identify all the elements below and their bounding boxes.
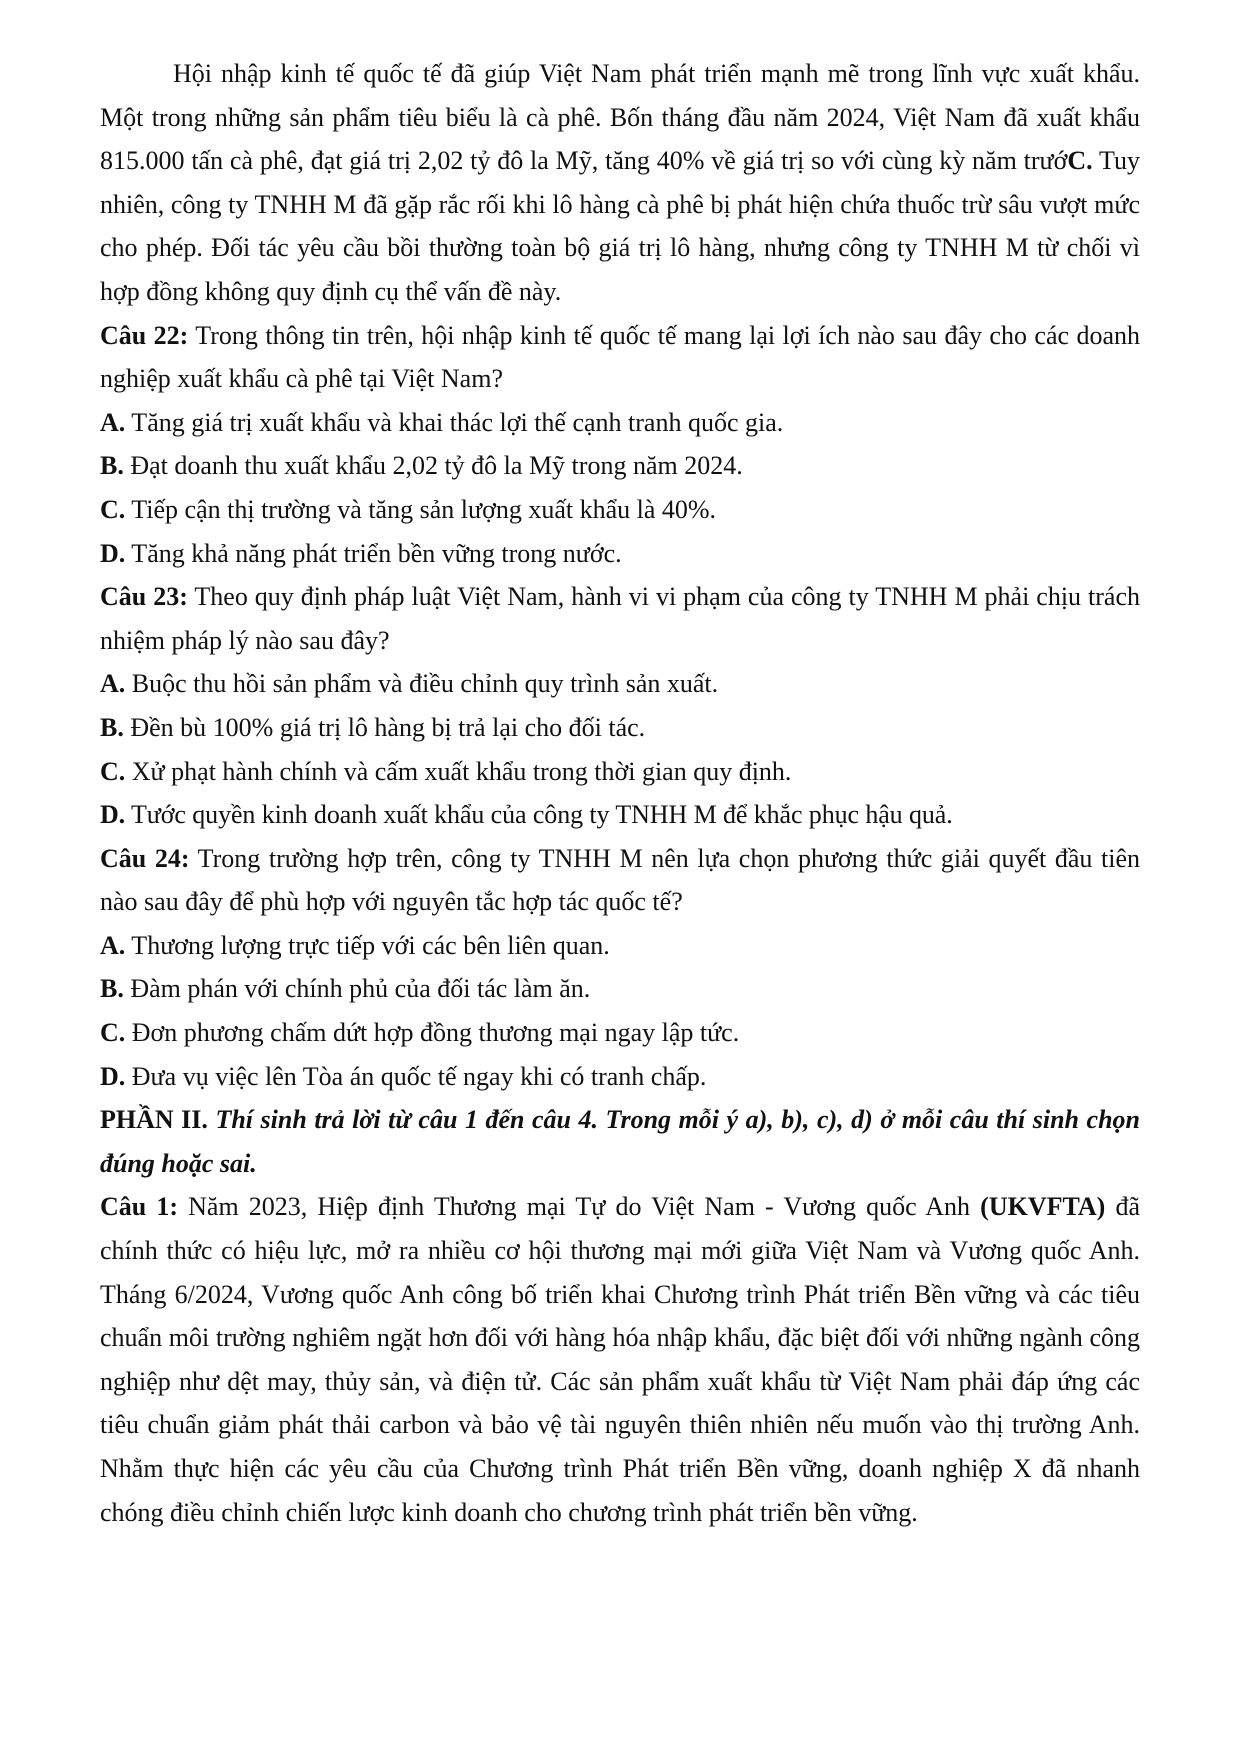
question-24-option-b xyxy=(100,967,1140,1011)
question-24-option-c xyxy=(100,1011,1140,1055)
question-1-label: Câu 1: xyxy=(100,1192,179,1222)
question-23-option-c xyxy=(100,750,1140,794)
option-text: Đền bù 100% giá trị lô hàng bị trả lại cho đối tác. xyxy=(123,712,646,742)
option-letter: B. xyxy=(100,712,124,742)
intro-text: Hội nhập kinh tế quốc tế đã giúp Việt Nam phát triển mạnh mẽ trong lĩnh vực xuất khẩu. Một trong những sản phẩm tiêu biểu là cà phê. Bốn tháng đầu năm 2024, Việt Nam đã xuất khẩu 815.000 tấn cà phê, đạt giá trị 2,02 tỷ đô la Mỹ, tăng 40% về giá trị so với cùng kỳ năm trướ xyxy=(100,59,1140,176)
question-22-option-b xyxy=(100,444,1140,488)
option-text: Buộc thu hồi sản phẩm và điều chỉnh quy trình sản xuất. xyxy=(125,669,719,699)
option-text: Đạt doanh thu xuất khẩu 2,02 tỷ đô la Mỹ trong năm 2024. xyxy=(123,451,743,481)
question-22-text: Trong thông tin trên, hội nhập kinh tế quốc tế mang lại lợi ích nào sau đây cho các doanh nghiệp xuất khẩu cà phê tại Việt Nam? xyxy=(100,320,1141,394)
question-23-label: Câu 23: xyxy=(100,582,188,612)
option-letter: A. xyxy=(100,407,126,437)
question-24-label: Câu 24: xyxy=(100,843,190,873)
part-2-label: PHẦN II. xyxy=(100,1105,208,1135)
question-22-option-a xyxy=(100,401,1140,445)
option-text: Thương lượng trực tiếp với các bên liên quan. xyxy=(125,930,610,960)
question-23-option-d xyxy=(100,793,1140,837)
question-24-text: Trong trường hợp trên, công ty TNHH M nên lựa chọn phương thức giải quyết đầu tiên nào sau đây để phù hợp với nguyên tắc hợp tác quốc tế? xyxy=(100,843,1140,917)
option-text: Tăng khả năng phát triển bền vững trong nước. xyxy=(125,538,622,568)
option-text: Tước quyền kinh doanh xuất khẩu của công ty TNHH M để khắc phục hậu quả. xyxy=(125,800,953,830)
question-24-option-d xyxy=(100,1055,1140,1099)
part-2-heading xyxy=(100,1098,1140,1185)
option-text: Tăng giá trị xuất khẩu và khai thác lợi thế cạnh tranh quốc gia. xyxy=(125,407,784,437)
question-24-option-a xyxy=(100,924,1140,968)
option-letter: D. xyxy=(100,800,126,830)
option-letter: D. xyxy=(100,1061,126,1091)
option-text: Đàm phán với chính phủ của đối tác làm ăn. xyxy=(123,974,591,1004)
question-24-stem xyxy=(100,837,1140,924)
question-22-stem xyxy=(100,314,1140,401)
option-text: Đơn phương chấm dứt hợp đồng thương mại ngay lập tức. xyxy=(125,1018,740,1048)
option-letter: A. xyxy=(100,669,126,699)
question-23-text: Theo quy định pháp luật Việt Nam, hành vi vi phạm của công ty TNHH M phải chịu trách nhiệm pháp lý nào sau đây? xyxy=(100,582,1140,655)
question-1-paragraph xyxy=(100,1185,1140,1534)
option-letter: C. xyxy=(100,1018,126,1048)
option-text: Xử phạt hành chính và cấm xuất khẩu trong thời gian quy định. xyxy=(125,756,792,786)
intro-bold-char: C. xyxy=(1067,146,1093,176)
option-letter: C. xyxy=(100,756,126,786)
option-letter: C. xyxy=(100,494,126,524)
question-22-label: Câu 22: xyxy=(100,320,189,350)
question-23-option-a xyxy=(100,662,1140,706)
question-22-option-d xyxy=(100,532,1140,576)
option-letter: D. xyxy=(100,538,126,568)
question-1-text-after: đã chính thức có hiệu lực, mở ra nhiều cơ hội thương mại mới giữa Việt Nam và Vương quốc Anh. Tháng 6/2024, Vương quốc Anh công bố triển khai Chương trình Phát triển Bền vững và các tiêu chuẩn môi trường nghiêm ngặt hơn đối với hàng hóa nhập khẩu, đặc biệt đối với những ngành công nghiệp như dệt may, thủy sản, và điện tử. Các sản phẩm xuất khẩu từ Việt Nam phải đáp ứng các tiêu chuẩn giảm phát thải carbon và bảo vệ tài nguyên thiên nhiên nếu muốn vào thị trường Anh. Nhằm thực hiện các yêu cầu của Chương trình Phát triển Bền vững, doanh nghiệp X đã nhanh chóng điều chỉnh chiến lược kinh doanh cho chương trình phát triển bền vững. xyxy=(100,1192,1140,1527)
question-23-option-b xyxy=(100,706,1140,750)
option-text: Tiếp cận thị trường và tăng sản lượng xuất khẩu là 40%. xyxy=(125,494,717,524)
question-1-text-before: Năm 2023, Hiệp định Thương mại Tự do Việt Nam - Vương quốc Anh xyxy=(178,1192,981,1222)
question-1-bold-term: (UKVFTA) xyxy=(980,1192,1106,1222)
question-23-stem xyxy=(100,575,1140,662)
intro-paragraph xyxy=(100,52,1140,314)
intro-text-after: Tuy nhiên, công ty TNHH M đã gặp rắc rối khi lô hàng cà phê bị phát hiện chứa thuốc trừ sâu vượt mức cho phép. Đối tác yêu cầu bồi thường toàn bộ giá trị lô hàng, nhưng công ty TNHH M từ chối vì hợp đồng không quy định cụ thể vấn đề này. xyxy=(100,146,1141,306)
document-page xyxy=(100,52,1140,1534)
option-text: Đưa vụ việc lên Tòa án quốc tế ngay khi có tranh chấp. xyxy=(125,1061,707,1091)
option-letter: A. xyxy=(100,930,126,960)
option-letter: B. xyxy=(100,974,124,1004)
question-22-option-c xyxy=(100,488,1140,532)
part-2-description: Thí sinh trả lời từ câu 1 đến câu 4. Trong mỗi ý a), b), c), d) ở mỗi câu thí sinh chọn đúng hoặc sai. xyxy=(100,1105,1140,1178)
option-letter: B. xyxy=(100,451,124,481)
